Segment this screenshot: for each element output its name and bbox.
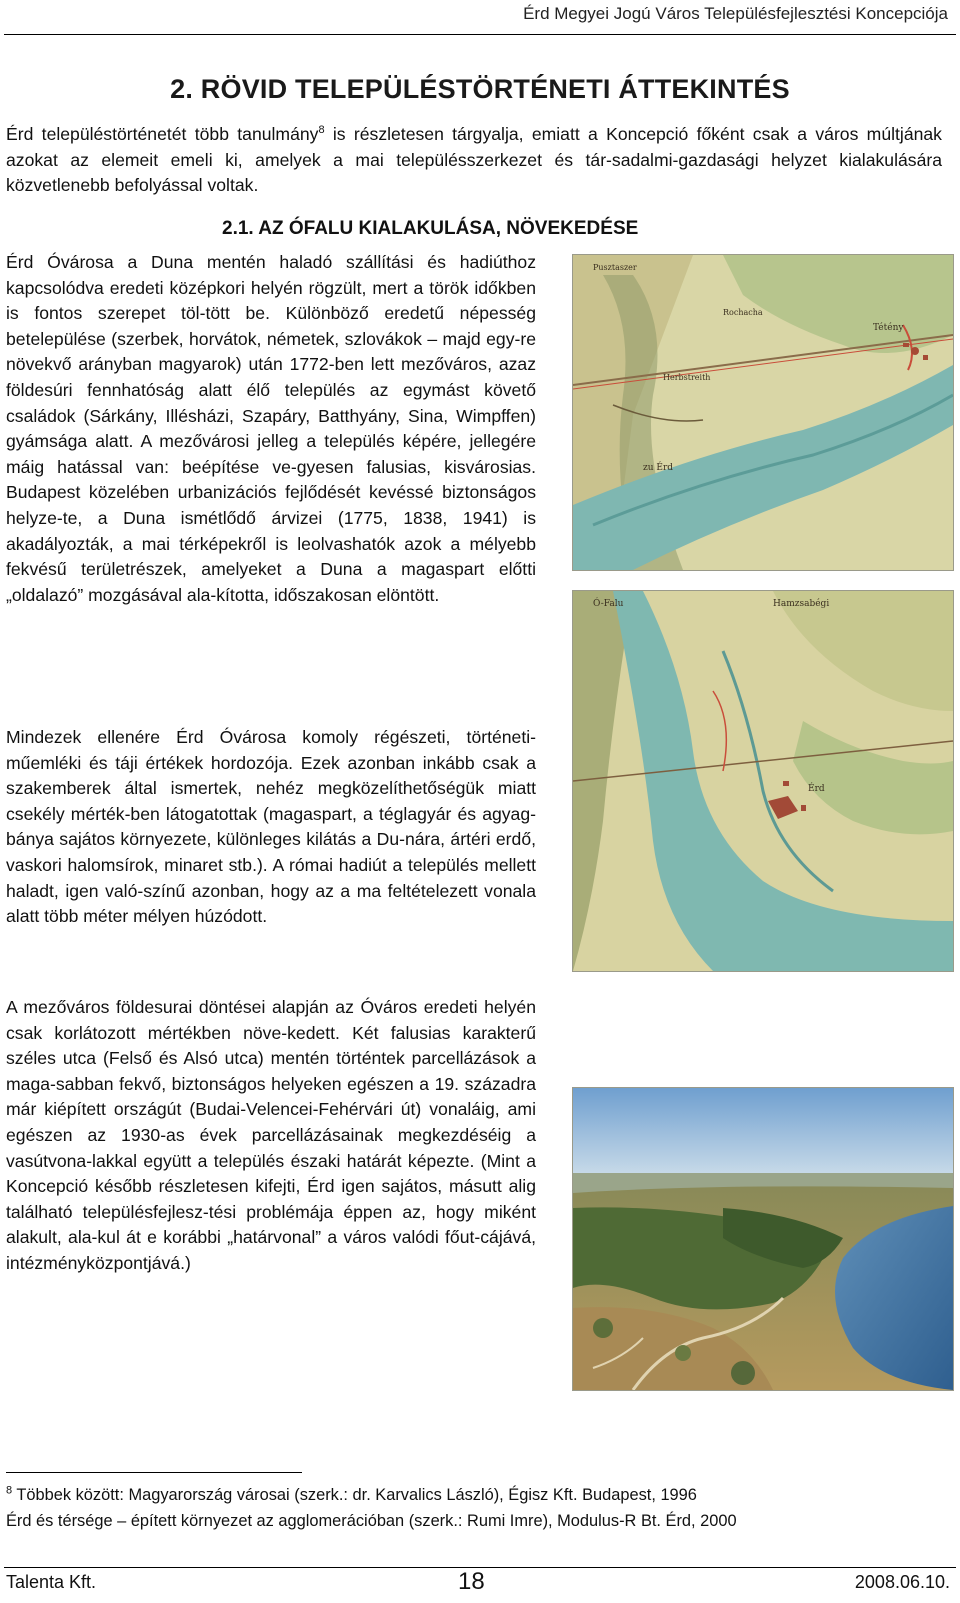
map-label-zu-erd: zu Érd — [643, 463, 674, 473]
footnote-ref[interactable]: 8 — [318, 124, 325, 137]
danube-aerial-photo — [572, 1087, 954, 1391]
footnote-number: 8 — [6, 1484, 13, 1497]
intro-text-after: is részletesen tárgyalja, emiatt a Koncepció főként csak a város múltjának azokat az elemeit emeli ki, amelyek a mai településszerkezet és tár-sadalmi-gazdasági helyzet kialakulására közvetlenebb befolyással voltak. — [6, 124, 942, 196]
body-paragraph-3: A mezőváros földesurai döntései alapján az Óváros eredeti helyén csak korlátozott mértékben növe-kedett. Két falusias karakterű széles utca (Felső és Alsó utca) mentén történtek parcellázások a maga-sabban fekvő, biztonságos helyeken egészen a 19. századra már kiépített országút (Budai-Velencei-Fehérvári út) vonaláig, ami egészen az 1930-as évek parcellázásainak megkezdéséig a vasútvona-lakkal együtt a település északi határát képezte. (Mint a Koncepció később részletesen kifejti, Érd igen sajátos, másutt alig található településfejlesz-tési problémája éppen az, hogy miként alakult, ala-kul át e korábbi „határvonal” a város valódi főut-cájává, intézményközpontjává.) — [6, 997, 536, 1273]
page-number: 18 — [458, 1568, 485, 1595]
map-label-o-falu: Ó-Falu — [593, 599, 624, 609]
historic-map-lower — [572, 590, 954, 972]
footnote — [6, 1483, 936, 1534]
map-label-herbstreith: Herbstreith — [663, 373, 711, 382]
header-title: Érd Megyei Jogú Város Településfejlesztési Koncepciója — [523, 4, 948, 23]
footer-company: Talenta Kft. — [6, 1572, 97, 1592]
intro-paragraph — [6, 122, 942, 199]
body-paragraph-1: Érd Óvárosa a Duna mentén haladó szállítási és hadiúthoz kapcsolódva eredeti középkori helyén rögzült, mert a török időkben is fontos szerepet töl-tött be. Különböző eredetű népesség betelepülése (szerbek, horvátok, németek, szlovákok – majd egy-re növekvő arányban magyarok) után 1772-ben lett mezőváros, azaz földesúri fennhatóság alatt élő település az egymást követő családok (Sárkány, Illésházi, Szapáry, Batthyány, Sina, Wimpffen) gyámsága alatt. A mezővárosi jelleg a település képére, jellegére máig hatással van: beépítése ve-gyesen falusias, kisvárosias. Budapest közelében urbanizációs fejlődését kevéssé biztonságos helyze-te, a Duna ismétlődő árvizei (1775, 1838, 1941) is akadályozták, a mai térképekről is leolvashatók azok a mélyebb fekvésű területrészek, amelyeket a Duna a magaspart előtti „oldalazó” mozgásával ala-kította, időszakosan elöntött. — [6, 252, 536, 605]
footnote-line-1: $^8$ Többek között: Magyarország városai (szerk.: dr. Karvalics László), Égisz Kft. Budapest, 1996 — [6, 1484, 697, 1504]
footnote-line-2: Érd és térsége – épített környezet az agglomerációban (szerk.: Rumi Imre), Modulus-R Bt. Érd, 2000 — [6, 1511, 737, 1530]
map-label-teteny: Tétény — [873, 323, 904, 333]
chapter-title: 2. RÖVID TELEPÜLÉSTÖRTÉNETI ÁTTEKINTÉS — [170, 74, 790, 104]
footnote-rule — [6, 1472, 302, 1473]
body-paragraph-2: Mindezek ellenére Érd Óvárosa komoly régészeti, történeti-műemléki és táji értékek hordozója. Ezek azonban inkább csak a szakemberek által ismertek, nehéz megközelíthetőségük miatt csekély mérték-ben látogatottak (magaspart, a téglagyár és agyag-bánya sajátos környezete, különleges kilátás a Du-nára, ártéri erdő, vaskori halomsírok, minaret stb.). A római hadiút a település mellett haladt, igen való-színű azonban, hogy az a ma feltételezett vonala alatt több méter mélyen húzódott. — [6, 727, 536, 927]
historic-map-upper — [572, 254, 954, 571]
map-label-hamzsabegi: Hamzsabégi — [773, 599, 830, 609]
map-label-pusztaszer: Pusztaszer — [593, 263, 637, 272]
map-label-rochacha: Rochacha — [723, 308, 763, 317]
map-label-erd: Érd — [808, 784, 825, 794]
section-title: 2.1. AZ ÓFALU KIALAKULÁSA, NÖVEKEDÉSE — [222, 218, 639, 239]
header-rule — [4, 34, 956, 35]
intro-text-before: Érd településtörténetét több tanulmány — [6, 124, 319, 144]
footer-date: 2008.06.10. — [854, 1572, 950, 1592]
